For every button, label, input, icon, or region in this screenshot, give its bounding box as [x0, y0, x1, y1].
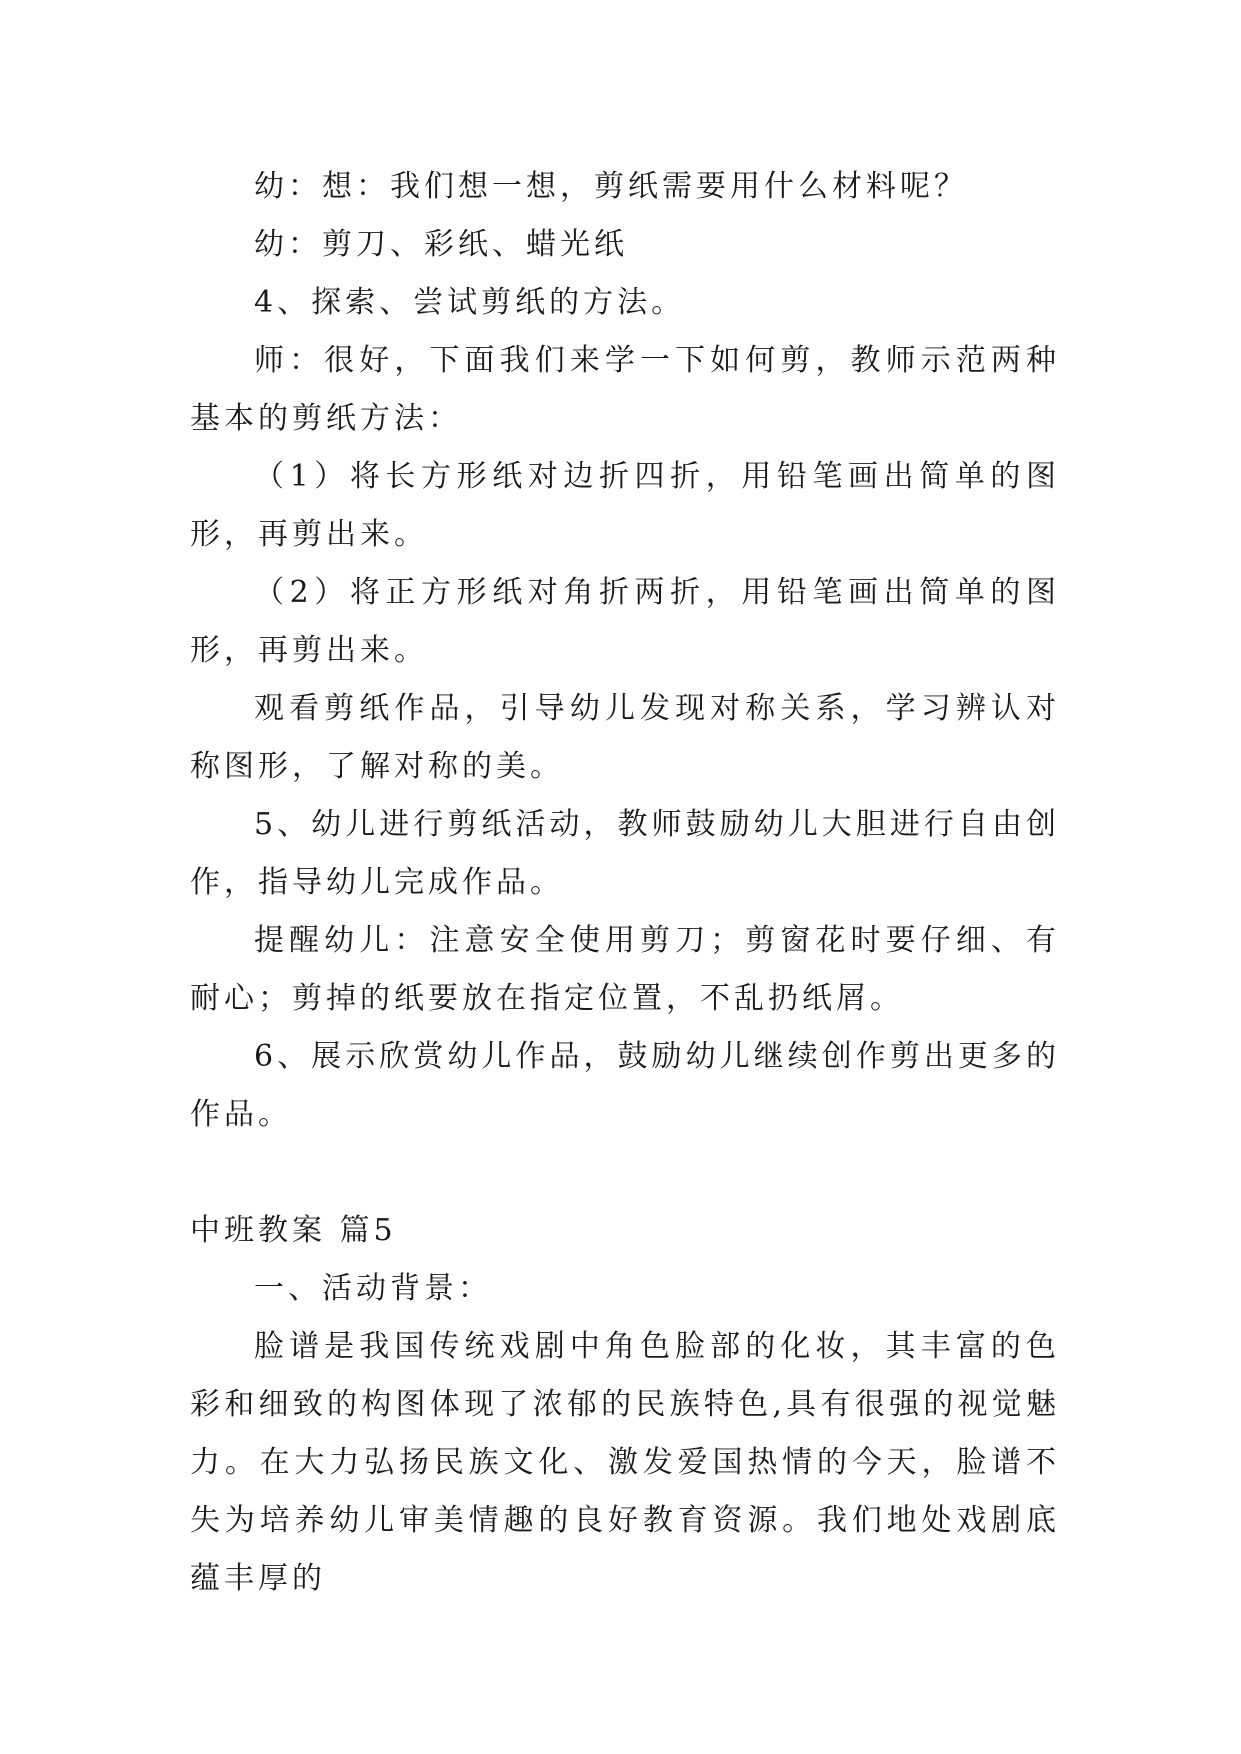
document-body: [190, 158, 1060, 1608]
paragraph: 师：很好，下面我们来学一下如何剪，教师示范两种基本的剪纸方法：: [190, 343, 1060, 436]
paragraph: 一、活动背景：: [254, 1271, 492, 1306]
paragraph: （2）将正方形纸对角折两折，用铅笔画出简单的图形，再剪出来。: [190, 575, 1060, 668]
paragraph: 提醒幼儿：注意安全使用剪刀；剪窗花时要仔细、有耐心；剪掉的纸要放在指定位置，不乱扔纸屑。: [190, 923, 1060, 1016]
paragraph: 4、探索、尝试剪纸的方法。: [254, 285, 686, 320]
paragraph: 幼：想：我们想一想，剪纸需要用什么材料呢？: [254, 169, 968, 204]
paragraph: 6、展示欣赏幼儿作品，鼓励幼儿继续创作剪出更多的作品。: [190, 1039, 1060, 1132]
paragraph: 脸谱是我国传统戏剧中角色脸部的化妆，其丰富的色彩和细致的构图体现了浓郁的民族特色,具有很强的视觉魅力。在大力弘扬民族文化、激发爱国热情的今天，脸谱不失为培养幼儿审美情趣的良好教育资源。我们地处戏剧底蕴丰厚的: [190, 1329, 1060, 1596]
paragraph: （1）将长方形纸对边折四折，用铅笔画出简单的图形，再剪出来。: [190, 459, 1060, 552]
paragraph: 幼：剪刀、彩纸、蜡光纸: [254, 227, 628, 262]
paragraph: 观看剪纸作品，引导幼儿发现对称关系，学习辨认对称图形，了解对称的美。: [190, 691, 1060, 784]
section-title: 中班教案 篇5: [190, 1213, 397, 1248]
paragraph: 5、幼儿进行剪纸活动，教师鼓励幼儿大胆进行自由创作，指导幼儿完成作品。: [190, 807, 1060, 900]
